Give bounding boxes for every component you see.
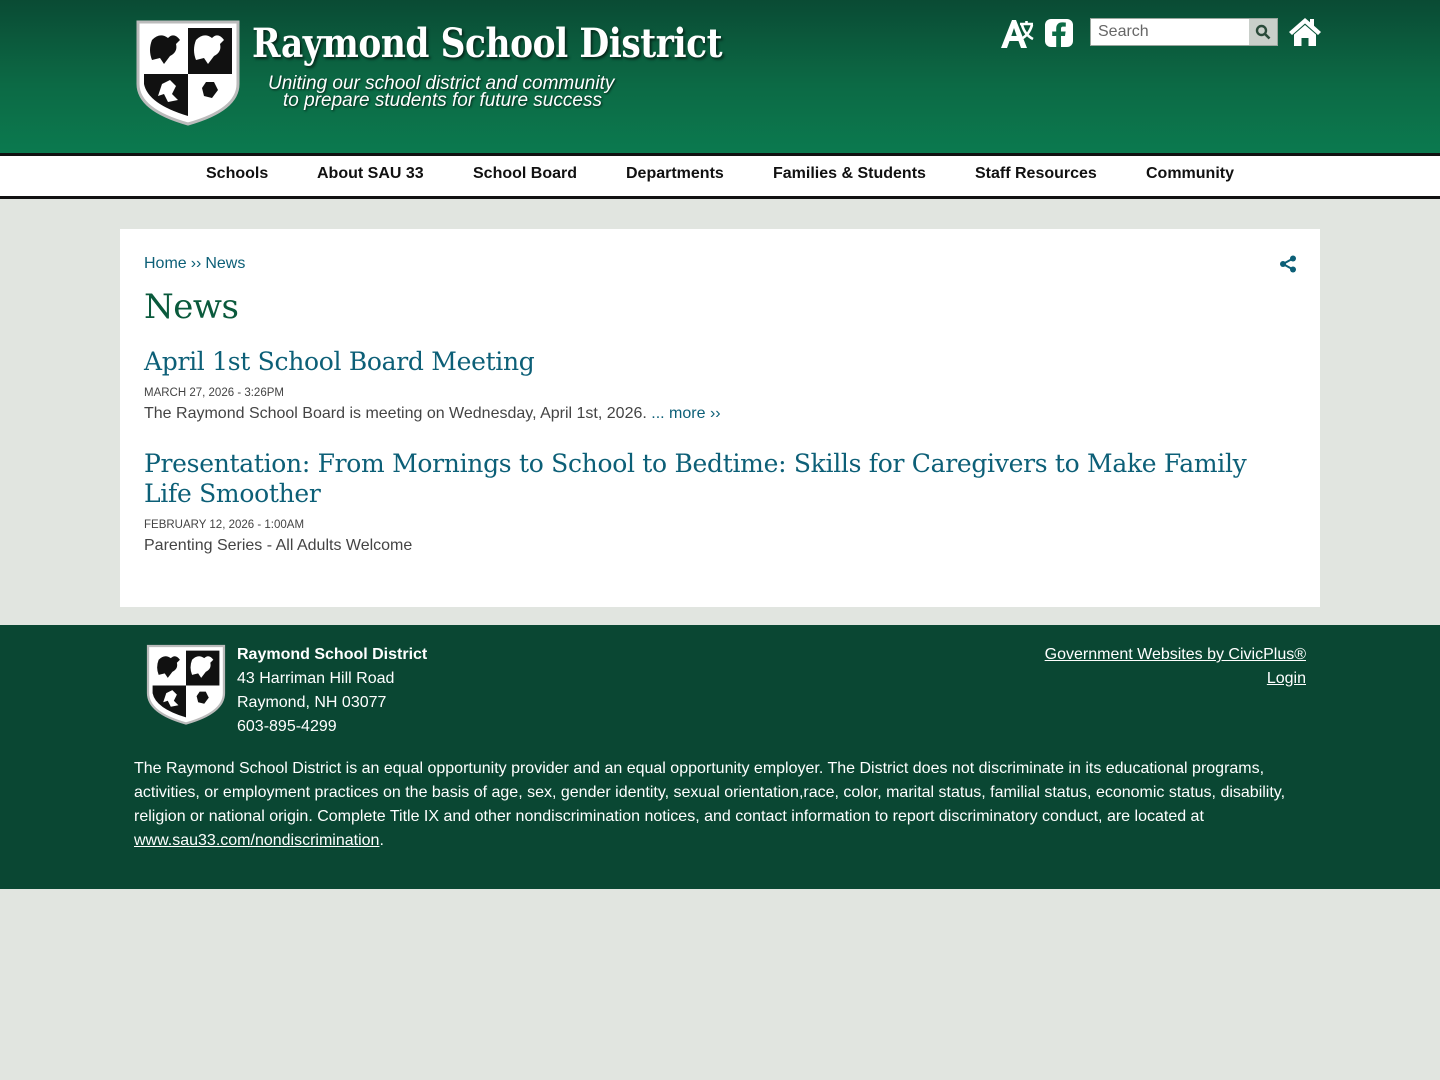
nav-item-community[interactable]: Community: [1146, 165, 1234, 182]
tagline-line-2: to prepare students for future success: [283, 90, 602, 111]
share-icon[interactable]: [1280, 255, 1296, 273]
civicplus-link[interactable]: Government Websites by CivicPlus®: [1044, 646, 1306, 663]
breadcrumb-home-link[interactable]: Home: [144, 255, 187, 272]
news-item-summary-text: The Raymond School Board is meeting on Wednesday, April 1st, 2026.: [144, 405, 647, 422]
tagline-line-1: Uniting our school district and community: [268, 73, 615, 94]
breadcrumb: [144, 255, 245, 273]
main-navigation: [0, 153, 1440, 199]
district-crest-logo[interactable]: [134, 18, 242, 126]
site-tagline: [268, 75, 614, 109]
main-content: [120, 229, 1320, 607]
breadcrumb-separator: ››: [190, 255, 202, 272]
footer-org-name: Raymond School District: [237, 646, 428, 663]
footer-crest-logo: [145, 643, 227, 725]
news-item-summary: Parenting Series - All Adults Welcome: [144, 537, 413, 554]
news-item-title[interactable]: April 1st School Board Meeting: [144, 347, 535, 376]
news-item-date: MARCH 27, 2026 - 3:26PM: [144, 387, 284, 399]
footer-address-line-1: 43 Harriman Hill Road: [237, 670, 395, 687]
news-item-title[interactable]: Presentation: From Mornings to School to Bedtime: Skills for Caregivers to Make Family Life Smoother: [144, 449, 1247, 508]
breadcrumb-current[interactable]: News: [205, 255, 246, 272]
news-item-more-link[interactable]: ... more ››: [651, 405, 721, 422]
login-link[interactable]: Login: [1266, 670, 1306, 687]
nav-item-families-students[interactable]: Families & Students: [773, 165, 926, 182]
search-button[interactable]: [1249, 19, 1277, 45]
footer-address: [237, 643, 427, 739]
footer-phone: 603-895-4299: [237, 718, 337, 735]
site-header: [0, 0, 1440, 155]
footer-address-line-2: Raymond, NH 03077: [237, 694, 387, 711]
search-box: [1090, 18, 1278, 46]
nav-item-staff-resources[interactable]: Staff Resources: [975, 165, 1097, 182]
nav-item-about-sau-33[interactable]: About SAU 33: [317, 165, 424, 182]
news-item-date: FEBRUARY 12, 2026 - 1:00AM: [144, 519, 305, 531]
site-title[interactable]: Raymond School District: [252, 20, 723, 67]
facebook-icon[interactable]: [1044, 18, 1074, 48]
disclaimer-text: The Raymond School District is an equal opportunity provider and an equal opportunity employer. The District does not discriminate in its educational programs, activities, or employment practices on the basis of age, sex, gender identity, sexual orientation,race, color, marital status, familial status, economic status, disability, religion or national origin. Complete Title IX and other nondiscrimination notices, and contact information to report discriminatory conduct, are located at: [134, 760, 1286, 825]
page-title: News: [144, 287, 239, 327]
nav-item-school-board[interactable]: School Board: [473, 165, 578, 182]
search-icon: [1255, 24, 1271, 40]
search-input[interactable]: [1091, 19, 1249, 45]
site-footer: [0, 625, 1440, 889]
nondiscrimination-notice: [134, 757, 1306, 853]
footer-links: [1045, 643, 1306, 691]
nav-item-departments[interactable]: Departments: [626, 165, 724, 182]
disclaimer-end: .: [379, 832, 384, 849]
home-icon[interactable]: [1288, 16, 1322, 48]
translate-icon[interactable]: [998, 16, 1034, 52]
news-item-summary: [144, 405, 721, 423]
nondiscrimination-link[interactable]: www.sau33.com/nondiscrimination: [134, 832, 380, 849]
nav-item-schools[interactable]: Schools: [206, 165, 269, 182]
